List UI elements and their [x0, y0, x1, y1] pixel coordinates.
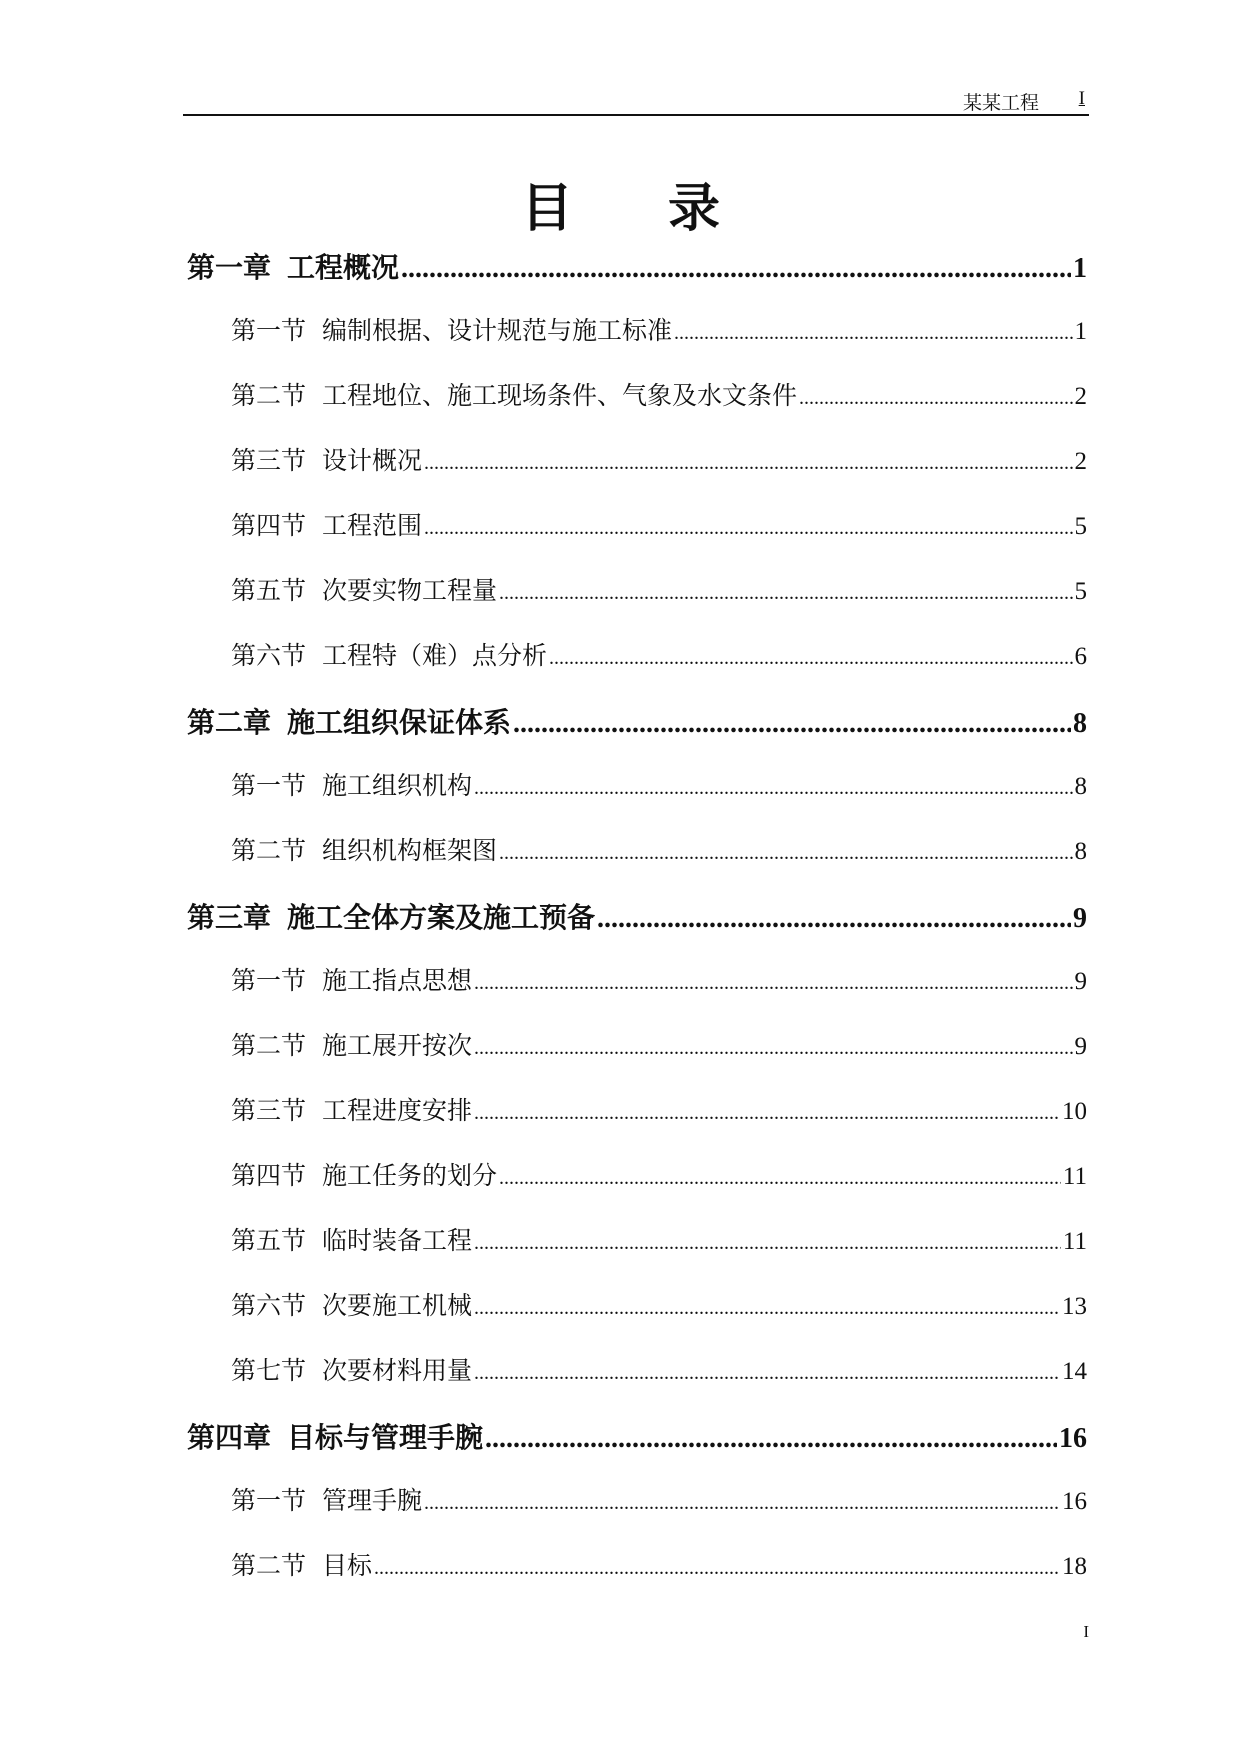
- toc-entry-label: [187, 701, 511, 741]
- dot-leader: [474, 1037, 1072, 1060]
- chapter-title: 施工全体方案及施工预备: [287, 901, 596, 934]
- toc-entry-label: [231, 571, 497, 607]
- section-number: 第一节: [231, 771, 307, 800]
- toc-page-number: 11: [1062, 1163, 1087, 1190]
- toc-entry-label: [231, 1481, 422, 1517]
- dot-leader: [424, 452, 1072, 475]
- header-title: 某某工程: [962, 92, 1039, 114]
- section-number: 第二节: [231, 1031, 307, 1060]
- toc-section-row[interactable]: [187, 376, 1087, 441]
- toc-page-number: 5: [1074, 578, 1087, 605]
- chapter-number: 第二章: [187, 706, 272, 739]
- toc-section-row[interactable]: [187, 636, 1087, 701]
- toc-chapter-row[interactable]: [187, 701, 1087, 766]
- section-number: 第二节: [231, 1551, 307, 1580]
- toc-entry-label: [231, 506, 422, 542]
- toc-page-number: 9: [1073, 903, 1087, 934]
- toc-entry-label: [231, 831, 497, 867]
- dot-leader: [499, 842, 1072, 865]
- toc-page-number: 1: [1074, 318, 1087, 345]
- section-number: 第三节: [231, 1096, 307, 1125]
- toc-entry-label: [231, 1091, 472, 1127]
- dot-leader: [474, 972, 1072, 995]
- section-title: 次要材料用量: [322, 1356, 473, 1385]
- section-title: 临时装备工程: [322, 1226, 473, 1255]
- section-title: 工程范围: [322, 511, 423, 540]
- section-number: 第五节: [231, 576, 307, 605]
- section-title: 管理手腕: [322, 1486, 423, 1515]
- chapter-number: 第一章: [187, 251, 272, 284]
- toc-page-number: 14: [1062, 1358, 1087, 1385]
- toc-chapter-row[interactable]: [187, 246, 1087, 311]
- toc-section-row[interactable]: [187, 1546, 1087, 1611]
- section-title: 施工指点思想: [322, 966, 473, 995]
- section-number: 第一节: [231, 1486, 307, 1515]
- toc-page-number: 8: [1073, 708, 1087, 739]
- dot-leader: [474, 1362, 1060, 1385]
- toc-page-number: 2: [1074, 448, 1087, 475]
- section-title: 组织机构框架图: [322, 836, 498, 865]
- section-title: 次要实物工程量: [322, 576, 498, 605]
- toc-entry-label: [187, 246, 399, 286]
- toc-section-row[interactable]: [187, 1026, 1087, 1091]
- toc-entry-label: [231, 1286, 472, 1322]
- toc-page-number: 1: [1073, 253, 1087, 284]
- toc-entry-label: [231, 1351, 472, 1387]
- dot-leader: [424, 1492, 1060, 1515]
- dot-leader: [499, 1167, 1061, 1190]
- toc-page-number: 16: [1062, 1488, 1087, 1515]
- toc-section-row[interactable]: [187, 1351, 1087, 1416]
- chapter-number: 第三章: [187, 901, 272, 934]
- dot-leader: [474, 1297, 1060, 1320]
- section-title: 工程特（难）点分析: [322, 641, 548, 670]
- section-title: 编制根据、设计规范与施工标准: [322, 316, 673, 345]
- toc-page-number: 2: [1074, 383, 1087, 410]
- dot-leader: [424, 517, 1072, 540]
- section-number: 第四节: [231, 1161, 307, 1190]
- document-title: 目录: [520, 179, 815, 239]
- toc-chapter-row[interactable]: [187, 896, 1087, 961]
- section-number: 第五节: [231, 1226, 307, 1255]
- section-title: 目标: [322, 1551, 373, 1580]
- header-rule: [183, 114, 1089, 116]
- dot-leader: [499, 582, 1072, 605]
- section-title: 施工任务的划分: [322, 1161, 498, 1190]
- section-number: 第三节: [231, 446, 307, 475]
- toc-chapter-row[interactable]: [187, 1416, 1087, 1481]
- toc-entry-label: [231, 1156, 497, 1192]
- toc-entry-label: [231, 376, 797, 412]
- dot-leader: [374, 1557, 1060, 1580]
- dot-leader: [485, 1423, 1057, 1455]
- header-page-number: I: [1078, 88, 1085, 109]
- dot-leader: [549, 647, 1072, 670]
- toc-entry-label: [231, 961, 472, 997]
- toc-entry-label: [231, 1026, 472, 1062]
- toc-page-number: 10: [1062, 1098, 1087, 1125]
- toc-entry-label: [231, 766, 472, 802]
- section-title: 设计概况: [322, 446, 423, 475]
- section-number: 第一节: [231, 966, 307, 995]
- section-title: 次要施工机械: [322, 1291, 473, 1320]
- toc-entry-label: [231, 1221, 472, 1257]
- table-of-contents: [187, 246, 1087, 1611]
- section-title: 工程地位、施工现场条件、气象及水文条件: [322, 381, 798, 410]
- toc-section-row[interactable]: [187, 1286, 1087, 1351]
- dot-leader: [401, 253, 1071, 285]
- toc-section-row[interactable]: [187, 961, 1087, 1026]
- toc-page-number: 9: [1074, 968, 1087, 995]
- section-number: 第一节: [231, 316, 307, 345]
- section-number: 第六节: [231, 641, 307, 670]
- section-number: 第二节: [231, 836, 307, 865]
- toc-section-row[interactable]: [187, 1091, 1087, 1156]
- section-number: 第四节: [231, 511, 307, 540]
- toc-entry-label: [187, 1416, 483, 1456]
- toc-entry-label: [187, 896, 595, 936]
- dot-leader: [597, 903, 1071, 935]
- toc-section-row[interactable]: [187, 506, 1087, 571]
- toc-section-row[interactable]: [187, 766, 1087, 831]
- toc-page-number: 13: [1062, 1293, 1087, 1320]
- toc-section-row[interactable]: [187, 1156, 1087, 1221]
- section-number: 第二节: [231, 381, 307, 410]
- dot-leader: [474, 1102, 1060, 1125]
- section-title: 工程进度安排: [322, 1096, 473, 1125]
- page-header: [183, 82, 1089, 116]
- chapter-title: 工程概况: [287, 251, 400, 284]
- toc-entry-label: [231, 311, 672, 347]
- dot-leader: [513, 708, 1071, 740]
- chapter-number: 第四章: [187, 1421, 272, 1454]
- toc-page-number: 6: [1074, 643, 1087, 670]
- toc-entry-label: [231, 441, 422, 477]
- chapter-title: 目标与管理手腕: [287, 1421, 484, 1454]
- toc-section-row[interactable]: [187, 571, 1087, 636]
- section-number: 第六节: [231, 1291, 307, 1320]
- toc-section-row[interactable]: [187, 1221, 1087, 1286]
- section-number: 第七节: [231, 1356, 307, 1385]
- toc-section-row[interactable]: [187, 1481, 1087, 1546]
- toc-page-number: 9: [1074, 1033, 1087, 1060]
- dot-leader: [474, 777, 1072, 800]
- toc-page-number: 11: [1062, 1228, 1087, 1255]
- toc-page-number: 16: [1059, 1423, 1087, 1454]
- chapter-title: 施工组织保证体系: [287, 706, 512, 739]
- section-title: 施工组织机构: [322, 771, 473, 800]
- dot-leader: [674, 322, 1072, 345]
- footer-page-number: I: [1083, 1622, 1089, 1641]
- toc-section-row[interactable]: [187, 311, 1087, 376]
- toc-page-number: 5: [1074, 513, 1087, 540]
- toc-page-number: 18: [1062, 1553, 1087, 1580]
- dot-leader: [799, 387, 1072, 410]
- dot-leader: [474, 1232, 1061, 1255]
- toc-page-number: 8: [1074, 838, 1087, 865]
- toc-section-row[interactable]: [187, 441, 1087, 506]
- toc-page-number: 8: [1074, 773, 1087, 800]
- section-title: 施工展开按次: [322, 1031, 473, 1060]
- toc-entry-label: [231, 1546, 372, 1582]
- toc-entry-label: [231, 636, 547, 672]
- toc-section-row[interactable]: [187, 831, 1087, 896]
